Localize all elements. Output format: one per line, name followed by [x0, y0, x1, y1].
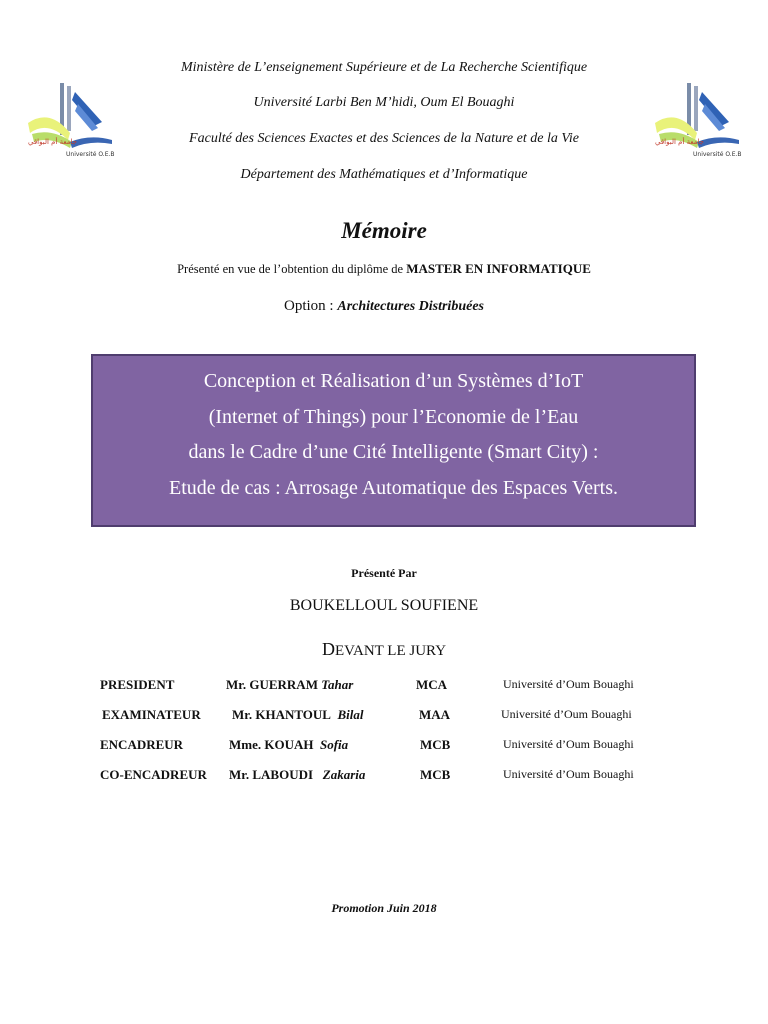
jury-member-firstname: Zakaria: [322, 767, 366, 782]
faculty-line: Faculté des Sciences Exactes et des Sciences de la Nature et de la Vie: [189, 131, 579, 146]
document-type: Mémoire: [341, 218, 427, 243]
jury-grade: MAA: [419, 707, 451, 722]
department-line: Département des Mathématiques et d’Informatique: [240, 167, 528, 182]
jury-member-lastname: LABOUDI: [252, 767, 314, 782]
jury-member-lastname: GUERRAM: [249, 677, 318, 692]
university-logo-icon: [20, 78, 120, 168]
jury-member: [229, 767, 365, 783]
option-label: Option :: [284, 298, 334, 314]
jury-role: EXAMINATEUR: [102, 707, 201, 722]
thesis-title-line: Etude de cas : Arrosage Automatique des Espaces Verts.: [169, 476, 618, 499]
thesis-title-line: (Internet of Things) pour l’Economie de l’Eau: [208, 405, 579, 428]
degree-name: MASTER EN INFORMATIQUE: [406, 261, 591, 276]
jury-university: Université d’Oum Bouaghi: [503, 677, 634, 691]
jury-title-initial: D: [321, 639, 335, 659]
svg-text:Université O.E.B: Université O.E.B: [66, 151, 115, 158]
svg-text:Université O.E.B: Université O.E.B: [693, 151, 742, 158]
jury-member-firstname: Bilal: [337, 707, 364, 722]
jury-role: CO-ENCADREUR: [100, 767, 207, 782]
degree-prefix: Présenté en vue de l’obtention du diplôme de: [177, 262, 404, 276]
jury-role: ENCADREUR: [100, 737, 184, 752]
thesis-title-box: [91, 354, 696, 527]
promotion-label: Promotion Juin 2018: [331, 901, 437, 915]
university-logo-left: [20, 78, 120, 168]
jury-row: [0, 767, 768, 785]
jury-row: [0, 677, 768, 695]
jury-member-firstname: Tahar: [321, 677, 354, 692]
jury-university: Université d’Oum Bouaghi: [503, 737, 634, 751]
jury-member: [226, 677, 353, 693]
option-value: Architectures Distribuées: [337, 299, 484, 314]
jury-role: PRESIDENT: [100, 677, 175, 692]
jury-member-lastname: KHANTOUL: [255, 707, 331, 722]
option-line: [0, 298, 768, 315]
jury-member-title: Mr.: [229, 767, 250, 782]
jury-university: Université d’Oum Bouaghi: [503, 767, 634, 781]
jury-member: [232, 707, 363, 723]
jury-member: [229, 737, 348, 753]
thesis-title-line: Conception et Réalisation d’un Systèmes d’IoT: [203, 370, 584, 392]
jury-university: Université d’Oum Bouaghi: [501, 707, 632, 721]
jury-member-title: Mr.: [232, 707, 253, 722]
svg-text:جامعة أم البواقي: جامعة أم البواقي: [655, 138, 704, 146]
university-logo-right: [647, 78, 747, 168]
jury-member-title: Mr.: [226, 677, 247, 692]
jury-grade: MCA: [416, 677, 448, 692]
ministry-line: Ministère de L’enseignement Supérieure et de La Recherche Scientifique: [180, 60, 588, 75]
jury-title: [0, 639, 768, 660]
jury-row: [0, 737, 768, 755]
degree-line: [0, 261, 768, 277]
jury-title-rest: EVANT LE JURY: [334, 643, 447, 659]
presented-by-label: Présenté Par: [351, 566, 417, 580]
jury-row: [0, 707, 768, 725]
svg-text:جامعة أم البواقي: جامعة أم البواقي: [28, 138, 77, 146]
university-line: Université Larbi Ben M’hidi, Oum El Bouaghi: [253, 95, 515, 110]
jury-grade: MCB: [420, 767, 451, 782]
author-name: BOUKELLOUL SOUFIENE: [289, 597, 479, 614]
jury-member-firstname: Sofia: [320, 737, 349, 752]
university-logo-icon: [647, 78, 747, 168]
jury-grade: MCB: [420, 737, 451, 752]
jury-member-lastname: KOUAH: [264, 737, 314, 752]
jury-member-title: Mme.: [229, 737, 262, 752]
thesis-title-line: dans le Cadre d’une Cité Intelligente (Smart City) :: [188, 441, 599, 463]
